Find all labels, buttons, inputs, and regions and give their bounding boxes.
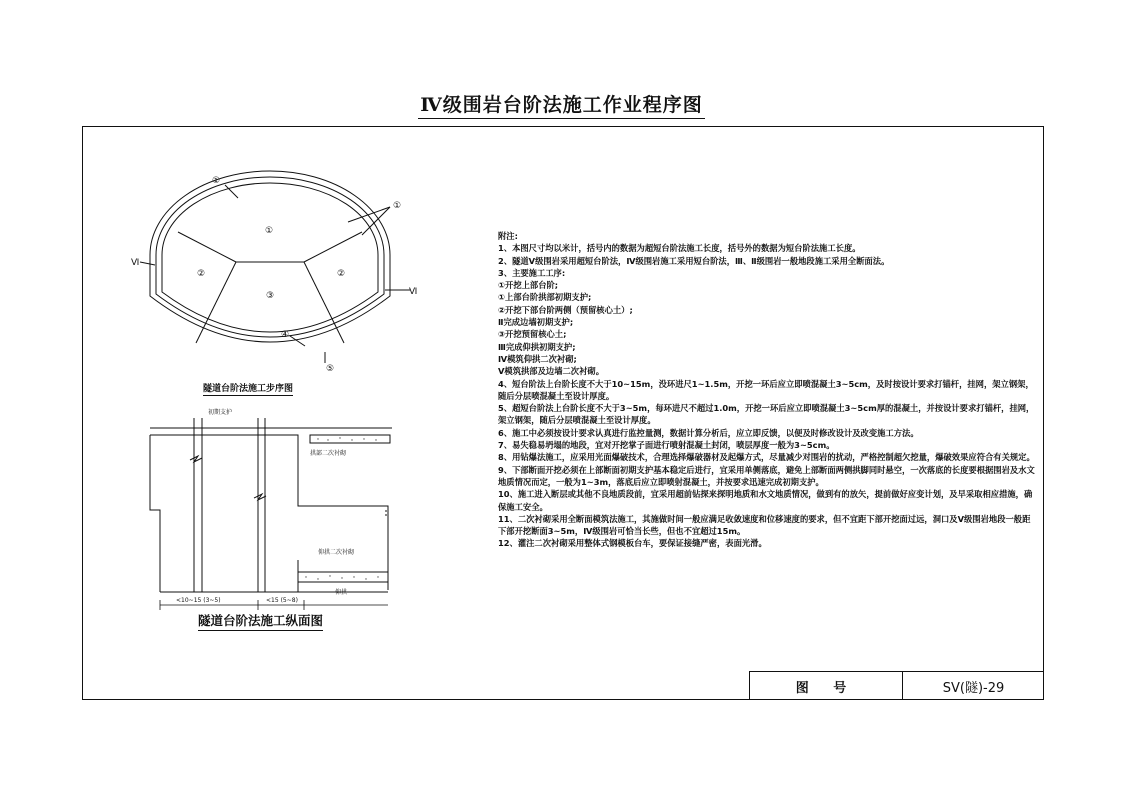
note-item: Ⅲ完成仰拱初期支护; (498, 341, 576, 352)
note-item: ①上部台阶拱部初期支护; (498, 292, 592, 303)
cross-section-caption: 隧道台阶法施工步序图 (203, 381, 293, 396)
drawing-title: Ⅳ级围岩台阶法施工作业程序图 (0, 90, 1123, 117)
notes-heading: 附注: (498, 231, 518, 241)
note-item: 3、主要施工工序: (498, 267, 566, 278)
label-arch-lining: 拱部二次衬砌 (310, 450, 347, 457)
note-item: 2、隧道Ⅴ级围岩采用超短台阶法，Ⅳ级围岩施工采用短台阶法，Ⅲ、Ⅱ级围岩一般地段施工采用全断面法。 (498, 255, 890, 266)
note-item: 1、本图尺寸均以米计，括号内的数据为超短台阶法施工长度，括号外的数据为短台阶法施工长度。 (498, 243, 861, 254)
longitudinal-section (150, 418, 392, 610)
label-1-inner: ① (265, 226, 274, 236)
note-item: 7、易失稳易坍塌的地段，宜对开挖掌子面进行喷射混凝土封闭，喷层厚度一般为3~5cm。 (498, 440, 835, 451)
note-item: ①开挖上部台阶; (498, 280, 559, 291)
note-item: Ⅱ完成边墙初期支护; (498, 317, 574, 328)
drawing-number-value: SⅤ(隧)-29 (942, 680, 1005, 696)
label-5: ⑤ (326, 364, 335, 374)
label-3: ③ (266, 291, 275, 301)
longitudinal-caption: 隧道台阶法施工纵面图 (198, 611, 323, 631)
tunnel-cross-section (140, 171, 410, 363)
label-2-right: ② (337, 269, 346, 279)
label-6-right: Ⅵ (409, 287, 418, 297)
note-item: 4、短台阶法上台阶长度不大于10~15m，没环进尺1~1.5m，开挖一环后应立即喷混凝土3~5cm，及时按设计要求打锚杆，挂网，架立钢架，随后分层喷混凝土至设计厚度。 (498, 378, 1034, 401)
label-4: ④ (281, 330, 290, 340)
drawing-number-label: 图 号 (750, 672, 903, 700)
label-wall-lining: 仰拱二次衬砌 (318, 549, 355, 556)
label-invert: 仰拱 (335, 589, 348, 596)
label-initial-support: 初期支护 (208, 409, 233, 416)
cross-section-labels (131, 176, 417, 374)
label-1-top: ① (212, 176, 221, 186)
label-6-left: Ⅵ (131, 258, 140, 268)
notes-block (498, 230, 1038, 550)
label-2-left: ② (197, 269, 206, 279)
note-item: 6、施工中必须按设计要求认真进行监控量测，数据计算分析后，应立即反馈，以便及时修改设计及改变施工方法。 (498, 427, 919, 438)
label-dim-2: <15 (5~8) (266, 597, 298, 604)
note-item: 9、下部断面开挖必须在上部断面初期支护基本稳定后进行，宜采用单侧落底，避免上部断面两侧拱脚同时悬空，一次落底的长度要根据围岩及水文地质情况而定，一般为1~3m，落底后应立即喷射混凝土，并按要求迅速完成初期支护。 (498, 464, 1035, 487)
note-item: ②开挖下部台阶两侧（预留核心土）; (498, 304, 633, 315)
lining-hatching (305, 437, 378, 579)
note-item: 10、施工进入断层或其他不良地质段前，宜采用超前钻探来探明地质和水文地质情况，做到有的放矢，提前做好应变计划，及早采取相应措施，确保施工安全。 (498, 489, 1033, 512)
title-block (749, 671, 1044, 700)
note-item: Ⅴ模筑拱部及边墙二次衬砌。 (498, 366, 604, 377)
label-dim-1: <10~15 (3~5) (176, 597, 221, 604)
note-item: 5、超短台阶法上台阶长度不大于3~5m，每环进尺不超过1.0m，开挖一环后应立即喷混凝土3~5cm厚的混凝土，并按设计要求打锚杆，挂网，架立钢架，随后分层喷混凝土至设计厚度。 (498, 403, 1035, 426)
note-item: 8、用钻爆法施工，应采用光面爆破技术，合理选择爆破器材及起爆方式，尽量减少对围岩的扰动，严格控制超欠挖量，爆破效果应符合有关规定。 (498, 452, 1035, 463)
note-item: 12、灌注二次衬砌采用整体式钢模板台车，要保证接缝严密，表面光滑。 (498, 538, 767, 549)
note-item: Ⅳ模筑仰拱二次衬砌; (498, 353, 577, 364)
label-1-right: ① (393, 201, 402, 211)
note-item: 11、二次衬砌采用全断面模筑法施工，其施做时间一般应满足收敛速度和位移速度的要求，但不宜距下部开挖面过远，洞口及Ⅴ级围岩地段一般距下部开挖断面3~5m，Ⅳ级围岩可恰当长些，但也不宜超过15m。 (498, 513, 1031, 537)
note-item: ③开挖预留核心土; (498, 329, 567, 340)
